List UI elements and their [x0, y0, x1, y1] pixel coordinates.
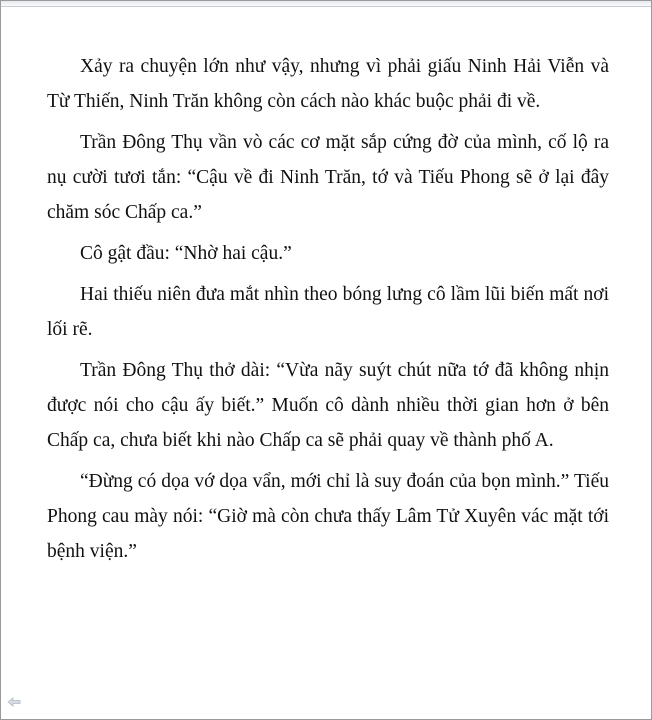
page-top-edge — [1, 1, 651, 7]
document-text — [47, 49, 609, 575]
paragraph-2: Trần Đông Thụ vần vò các cơ mặt sắp cứng đờ của mình, cố lộ ra nụ cười tươi tắn: “Cậu về đi Ninh Trăn, tớ và Tiếu Phong sẽ ở lại đây chăm sóc Chấp ca.” — [47, 132, 609, 223]
page-back-arrow-icon[interactable] — [7, 695, 21, 707]
paragraph-5: Trần Đông Thụ thở dài: “Vừa nãy suýt chút nữa tớ đã không nhịn được nói cho cậu ấy biết.” Muốn cô dành nhiều thời gian hơn ở bên Chấp ca, chưa biết khi nào Chấp ca sẽ phải quay về thành phố A. — [47, 360, 609, 451]
paragraph-3: Cô gật đầu: “Nhờ hai cậu.” — [80, 243, 292, 264]
paragraph-1: Xảy ra chuyện lớn như vậy, nhưng vì phải giấu Ninh Hải Viễn và Từ Thiến, Ninh Trăn không còn cách nào khác buộc phải đi về. — [47, 56, 609, 112]
paragraph-6: “Đừng có dọa vớ dọa vẩn, mới chỉ là suy đoán của bọn mình.” Tiếu Phong cau mày nói: “Giờ mà còn chưa thấy Lâm Tử Xuyên vác mặt tới bệnh viện.” — [47, 471, 609, 562]
paragraph-4: Hai thiếu niên đưa mắt nhìn theo bóng lưng cô lầm lũi biến mất nơi lối rẽ. — [47, 284, 609, 340]
